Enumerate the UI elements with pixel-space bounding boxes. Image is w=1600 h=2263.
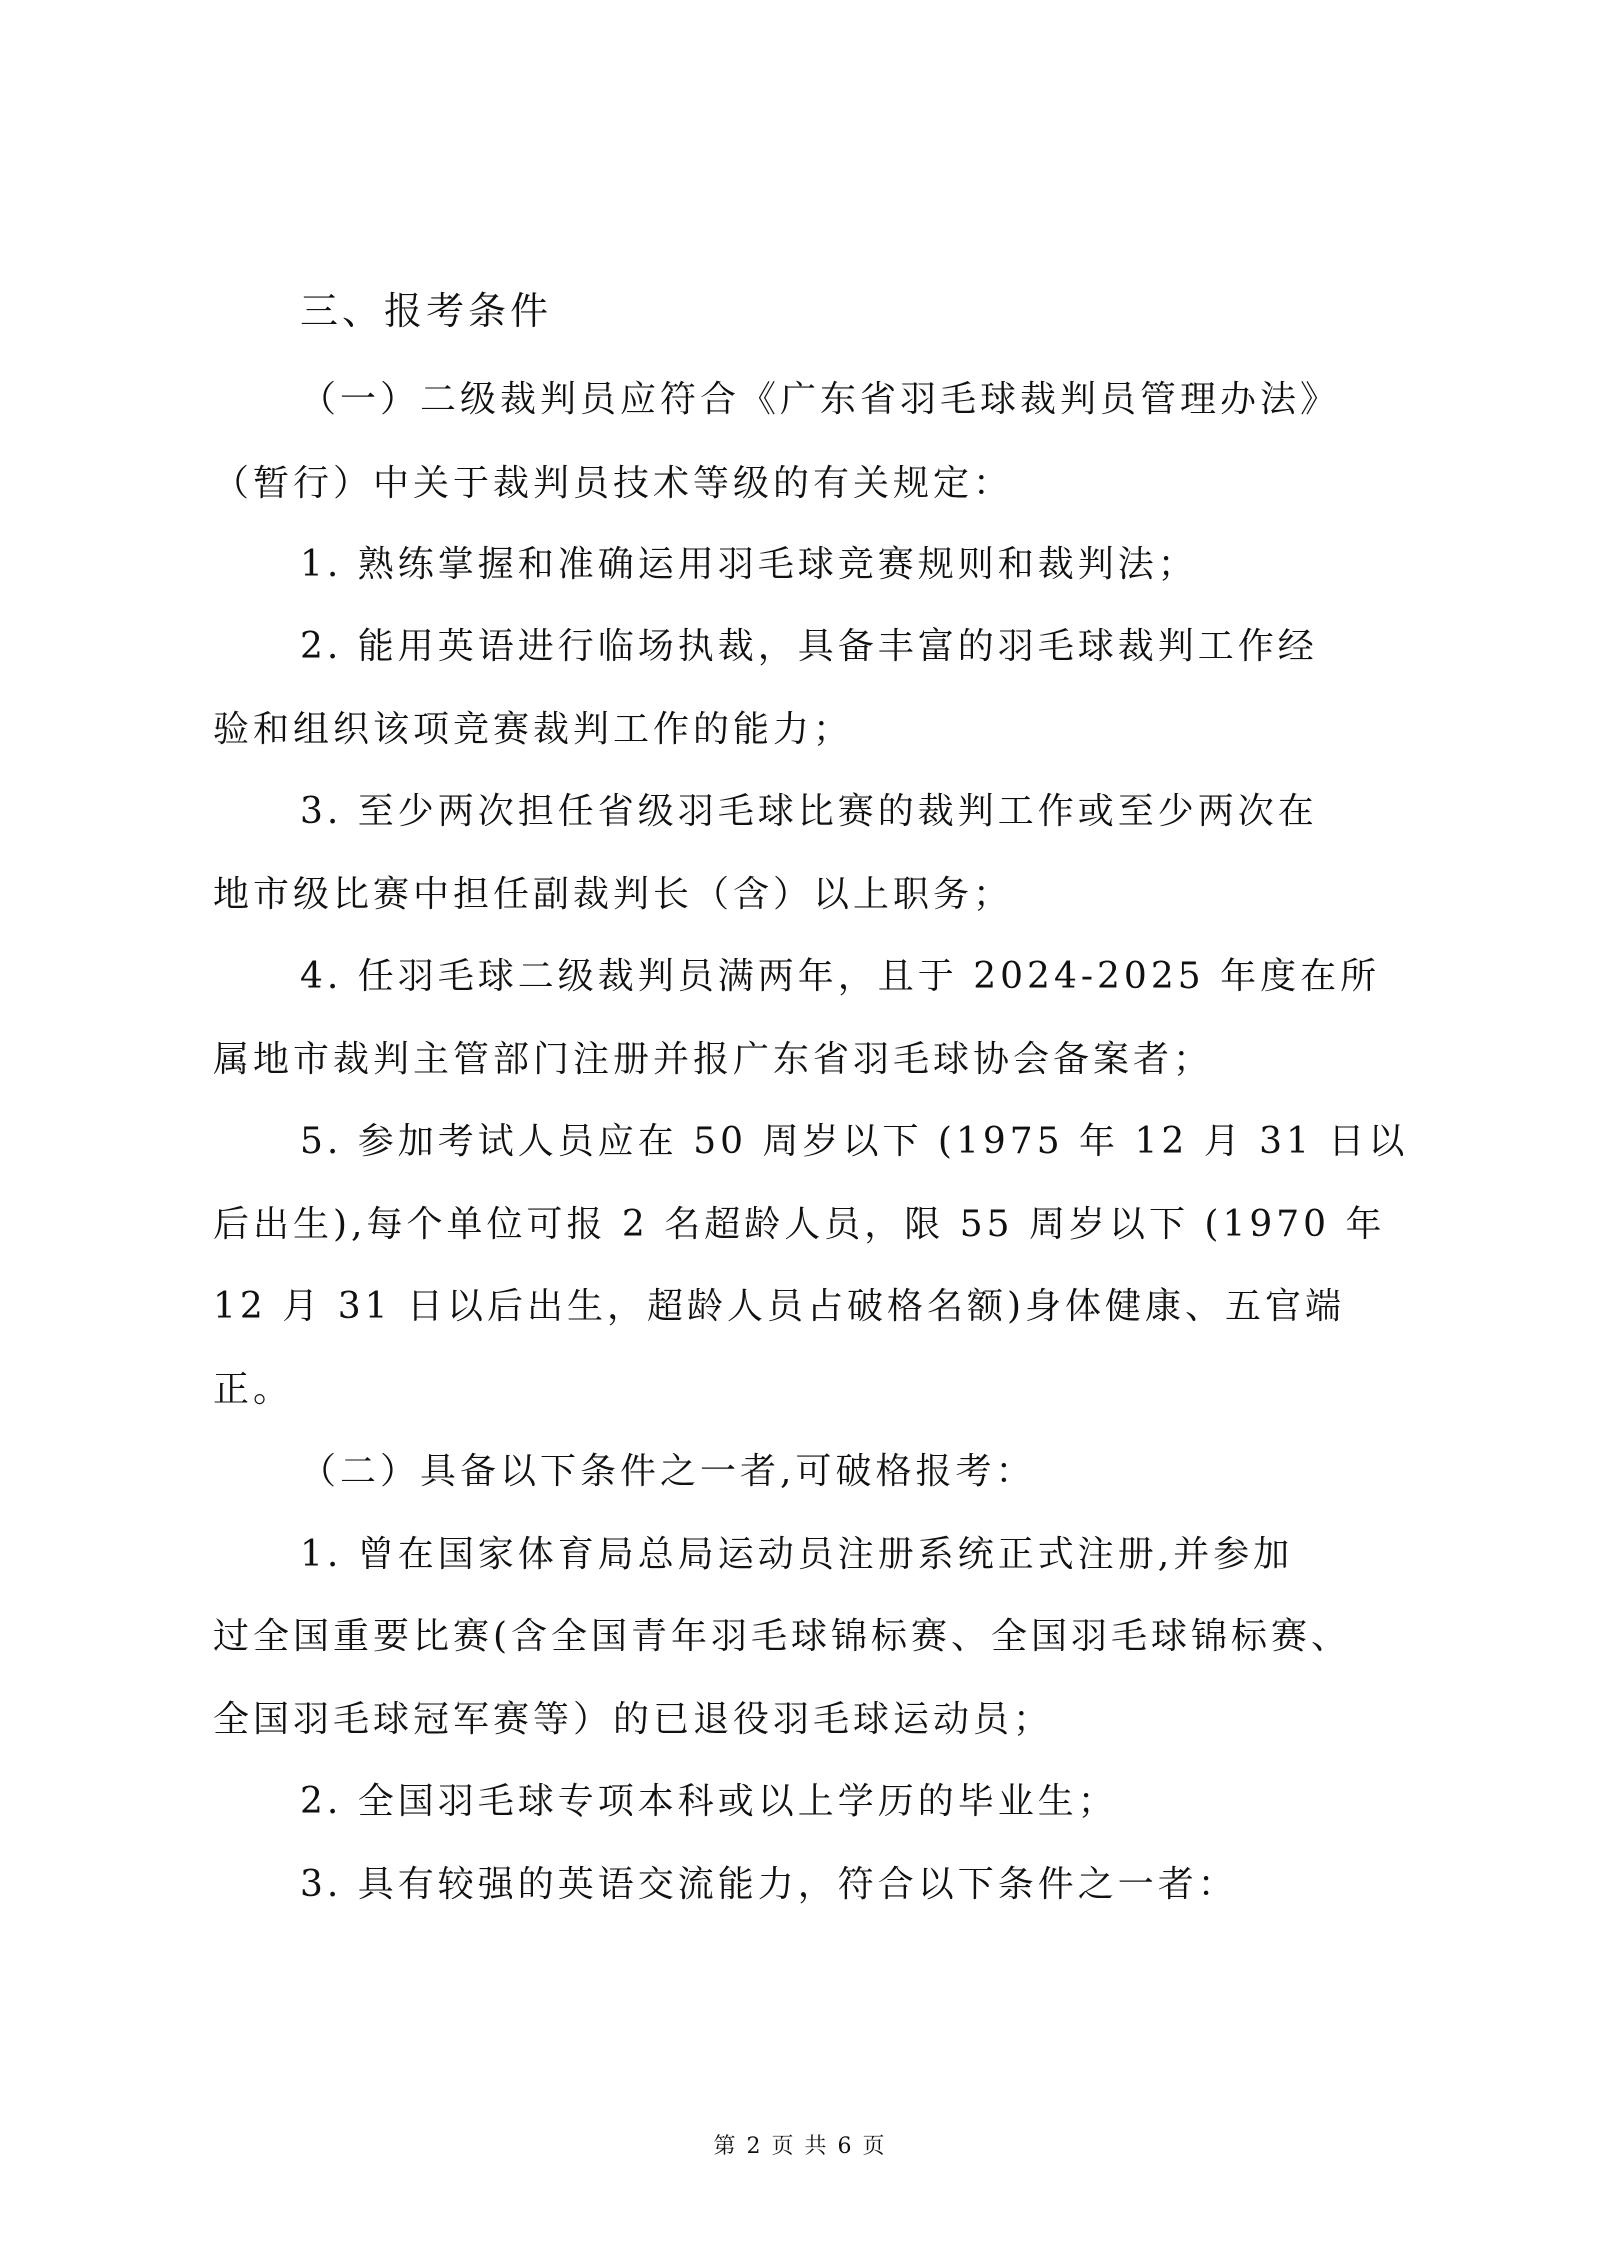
paragraph-line: 过全国重要比赛(含全国青年羽毛球锦标赛、全国羽毛球锦标赛、 (213, 1616, 1352, 1657)
paragraph-line: 正。 (213, 1369, 294, 1410)
page-number-footer: 第 2 页 共 6 页 (713, 2134, 887, 2159)
paragraph-line: 2. 全国羽毛球专项本科或以上学历的毕业生； (300, 1781, 1118, 1822)
paragraph-line: 验和组织该项竞赛裁判工作的能力； (213, 709, 854, 750)
paragraph-line: 属地市裁判主管部门注册并报广东省羽毛球协会备案者； (213, 1039, 1214, 1080)
paragraph-line: 1. 曾在国家体育局总局运动员注册系统正式注册,并参加 (300, 1534, 1294, 1575)
paragraph-line: 3. 至少两次担任省级羽毛球比赛的裁判工作或至少两次在 (300, 791, 1318, 832)
paragraph-line: 2. 能用英语进行临场执裁，具备丰富的羽毛球裁判工作经 (300, 626, 1318, 667)
paragraph-line: （一）二级裁判员应符合《广东省羽毛球裁判员管理办法》 (300, 379, 1341, 420)
section-heading: 三、报考条件 (300, 289, 553, 333)
paragraph-line: 3. 具有较强的英语交流能力，符合以下条件之一者： (300, 1864, 1238, 1905)
paragraph-line: 地市级比赛中担任副裁判长（含）以上职务； (213, 874, 1014, 915)
paragraph-line: 4. 任羽毛球二级裁判员满两年，且于 2024-2025 年度在所 (300, 956, 1381, 997)
paragraph-line: 12 月 31 日以后出生，超龄人员占破格名额)身体健康、五官端 (213, 1286, 1345, 1327)
paragraph-line: （二）具备以下条件之一者,可破格报考： (300, 1451, 1036, 1492)
paragraph-line: （暂行）中关于裁判员技术等级的有关规定： (213, 463, 1014, 504)
paragraph-line: 5. 参加考试人员应在 50 周岁以下 (1975 年 12 月 31 日以 (300, 1121, 1409, 1162)
paragraph-line: 1. 熟练掌握和准确运用羽毛球竞赛规则和裁判法； (300, 544, 1198, 585)
paragraph-line: 后出生),每个单位可报 2 名超龄人员，限 55 周岁以下 (1970 年 (213, 1204, 1386, 1245)
paragraph-line: 全国羽毛球冠军赛等）的已退役羽毛球运动员； (213, 1699, 1054, 1740)
